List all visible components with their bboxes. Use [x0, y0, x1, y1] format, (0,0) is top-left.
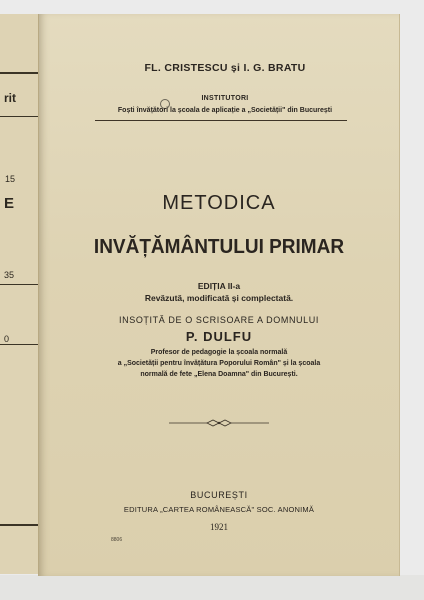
letter-author-description: Profesor de pedagogie la școala normală	[150, 349, 288, 356]
print-mark: 8806	[111, 537, 123, 543]
authors: FL. CRISTESCU și I. G. BRATU	[144, 62, 306, 74]
previous-page-rule	[0, 284, 38, 285]
authors-note: Foști învățători la școala de aplicație a „Societății" din București	[117, 107, 333, 114]
previous-page-fragment: 0	[4, 334, 10, 344]
previous-page-frame	[0, 72, 40, 526]
previous-page-rule	[0, 116, 38, 117]
title-page	[38, 14, 400, 576]
book-title-line-1: METODICA	[162, 192, 276, 214]
year: 1921	[210, 522, 228, 532]
letter-author: P. DULFU	[185, 329, 253, 344]
previous-page-fragment: rit	[4, 91, 16, 105]
previous-page-fragment: 35	[4, 270, 15, 280]
previous-page-fragment: E	[4, 195, 15, 212]
book-title-line-2: INVĂȚĂMÂNTULUI PRIMAR	[93, 236, 345, 258]
header-rule	[95, 120, 347, 121]
city: BUCUREȘTI	[190, 490, 248, 500]
authors-title: INSTITUTORI	[201, 95, 249, 102]
ornament-divider-icon	[169, 418, 269, 428]
accompanied-by: INSOȚITĂ DE O SCRISOARE A DOMNULUI	[119, 315, 319, 325]
publisher: EDITURA „CARTEA ROMÂNEASCĂ" SOC. ANONIMĂ	[123, 505, 315, 514]
previous-page-fragment: 15	[5, 174, 16, 184]
edition: EDIȚIA II-a	[197, 281, 241, 291]
letter-author-description: normală de fete „Elena Doamna" din București.	[140, 371, 298, 378]
edition-note: Revăzută, modificată și complectată.	[144, 293, 294, 303]
previous-page-rule	[0, 344, 38, 345]
table-shadow	[0, 575, 424, 600]
letter-author-description: a „Societății pentru învățătura Poporului Român" și la școala	[117, 360, 321, 367]
